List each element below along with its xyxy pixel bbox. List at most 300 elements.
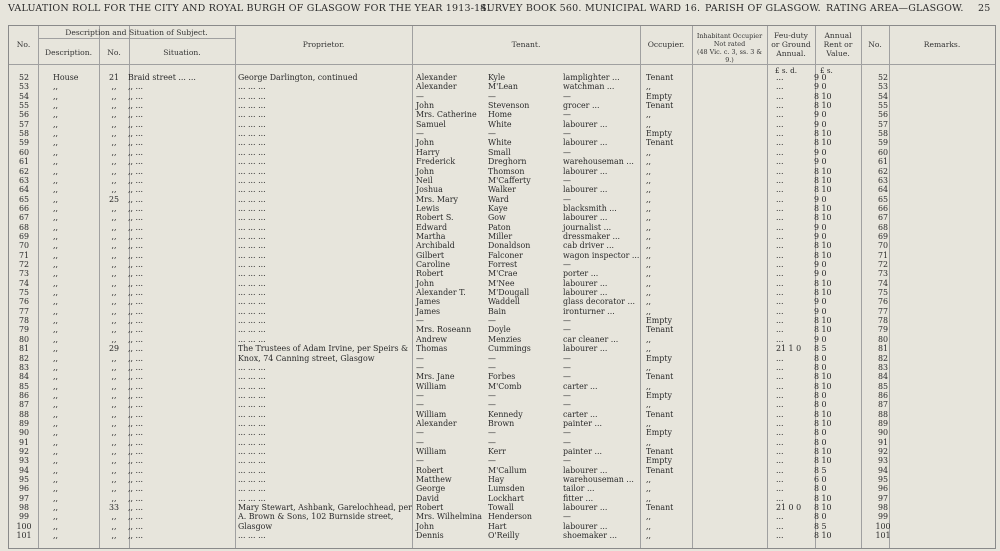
situation: ,, ... bbox=[128, 456, 144, 466]
feu-duty: ... bbox=[776, 250, 784, 260]
tenant-surname: Thomson bbox=[488, 166, 525, 176]
proprietor: ... ... ... bbox=[238, 362, 266, 372]
tenant-forename: Samuel bbox=[416, 119, 446, 129]
proprietor: ... ... ... bbox=[238, 390, 266, 400]
table-row bbox=[0, 531, 1000, 542]
situation: ,, ... bbox=[128, 334, 144, 344]
row-no-right: 98 bbox=[877, 503, 889, 513]
annual-rent: 9 0 bbox=[814, 231, 827, 241]
row-no-right: 94 bbox=[877, 465, 889, 475]
roll-title: VALUATION ROLL FOR THE CITY AND ROYAL BURGH OF GLASGOW FOR THE YEAR 1913-14. bbox=[8, 3, 490, 14]
col-occupier-header: Occupier. bbox=[647, 40, 685, 49]
tenant-surname: M'Callum bbox=[488, 465, 527, 475]
row-no: 52 bbox=[18, 73, 30, 82]
feu-duty: ... bbox=[776, 101, 784, 111]
street-number: 33 bbox=[108, 503, 120, 513]
proprietor: The Trustees of Adam Irvine, per Speirs & bbox=[238, 344, 409, 354]
situation: ,, ... bbox=[128, 82, 144, 92]
annual-rent: 8 10 bbox=[814, 185, 832, 195]
row-no-right: 88 bbox=[877, 409, 889, 419]
street-number: ,, bbox=[111, 484, 117, 494]
annual-rent: 8 10 bbox=[814, 316, 832, 326]
rent-lsd-units: £ s. bbox=[820, 66, 833, 75]
feu-lsd-units: £ s. d. bbox=[775, 66, 798, 75]
occupier: Empty bbox=[646, 428, 672, 438]
row-no-right: 74 bbox=[877, 278, 889, 288]
description: House bbox=[53, 73, 79, 82]
col-no-header: No. bbox=[16, 40, 31, 49]
feu-duty: ... bbox=[776, 213, 784, 223]
tenant-forename: James bbox=[416, 297, 441, 307]
col-tenant-header: Tenant. bbox=[511, 40, 541, 49]
occupation: — bbox=[563, 512, 571, 522]
occupation: — bbox=[563, 91, 571, 101]
proprietor: ... ... ... bbox=[238, 306, 266, 316]
proprietor: ... ... ... bbox=[238, 185, 266, 195]
occupier: ,, bbox=[646, 222, 652, 232]
occupier: ,, bbox=[646, 250, 652, 260]
col-feu-duty-header: Feu-duty or Ground Annual. bbox=[771, 31, 811, 58]
situation: ,, ... bbox=[128, 353, 144, 363]
row-no-right: 89 bbox=[877, 418, 889, 428]
occupier: ,, bbox=[646, 175, 652, 185]
occupier: Empty bbox=[646, 390, 672, 400]
feu-duty: ... bbox=[776, 316, 784, 326]
occupation: painter ... bbox=[563, 418, 603, 428]
col-no2-header: No. bbox=[868, 40, 882, 49]
feu-duty: ... bbox=[776, 129, 784, 139]
street-number: ,, bbox=[111, 465, 117, 475]
occupier: ,, bbox=[646, 203, 652, 213]
occupier: ,, bbox=[646, 297, 652, 307]
row-no-right: 99 bbox=[877, 512, 889, 522]
feu-duty: ... bbox=[776, 390, 784, 400]
proprietor: ... ... ... bbox=[238, 119, 266, 129]
tenant-forename: William bbox=[416, 409, 447, 419]
street-number: ,, bbox=[111, 157, 117, 167]
tenant-surname: Donaldson bbox=[488, 241, 531, 251]
row-no: 93 bbox=[18, 456, 30, 466]
occupier: Tenant bbox=[646, 372, 674, 382]
col-inhabitant-header: Inhabitant Occupier Not rated (48 Vic. c. 3, ss. 3 & 9.) bbox=[696, 32, 763, 64]
occupier: ,, bbox=[646, 231, 652, 241]
row-no: 60 bbox=[18, 147, 30, 157]
annual-rent: 8 10 bbox=[814, 381, 832, 391]
description: ,, bbox=[53, 325, 59, 335]
proprietor: ... ... ... bbox=[238, 110, 266, 120]
proprietor: ... ... ... bbox=[238, 493, 266, 503]
proprietor: Glasgow bbox=[238, 521, 273, 531]
tenant-forename: — bbox=[416, 428, 424, 438]
description: ,, bbox=[53, 147, 59, 157]
situation: ,, ... bbox=[128, 381, 144, 391]
feu-duty: ... bbox=[776, 222, 784, 232]
parish: PARISH OF GLASGOW. bbox=[705, 3, 821, 14]
occupation: dressmaker ... bbox=[563, 231, 621, 241]
occupier: ,, bbox=[646, 166, 652, 176]
proprietor: ... ... ... bbox=[238, 129, 266, 139]
row-no: 87 bbox=[18, 400, 30, 410]
tenant-forename: Alexander bbox=[416, 73, 457, 82]
tenant-surname: Home bbox=[488, 110, 512, 120]
description: ,, bbox=[53, 157, 59, 167]
feu-duty: ... bbox=[776, 119, 784, 129]
occupation: shoemaker ... bbox=[563, 531, 617, 541]
street-number: ,, bbox=[111, 203, 117, 213]
occupation: carter ... bbox=[563, 409, 598, 419]
proprietor: ... ... ... bbox=[238, 409, 266, 419]
col-remarks-header: Remarks. bbox=[923, 40, 961, 49]
row-no: 65 bbox=[18, 194, 30, 204]
feu-duty: ... bbox=[776, 381, 784, 391]
occupation: — bbox=[563, 456, 571, 466]
occupier: Tenant bbox=[646, 409, 674, 419]
street-number: 21 bbox=[108, 73, 120, 82]
proprietor: ... ... ... bbox=[238, 194, 266, 204]
annual-rent: 8 10 bbox=[814, 250, 832, 260]
annual-rent: 8 10 bbox=[814, 278, 832, 288]
feu-duty: ... bbox=[776, 512, 784, 522]
description: ,, bbox=[53, 288, 59, 298]
occupier: Empty bbox=[646, 129, 672, 139]
proprietor: ... ... ... bbox=[238, 231, 266, 241]
tenant-forename: Alexander T. bbox=[416, 288, 466, 298]
tenant-forename: Neil bbox=[416, 175, 433, 185]
feu-duty: ... bbox=[776, 278, 784, 288]
annual-rent: 8 10 bbox=[814, 166, 832, 176]
situation: ,, ... bbox=[128, 484, 144, 494]
annual-rent: 8 5 bbox=[814, 344, 827, 354]
row-no-right: 92 bbox=[877, 447, 889, 456]
row-no-right: 53 bbox=[877, 82, 889, 92]
tenant-surname: Hart bbox=[488, 521, 507, 531]
street-number: ,, bbox=[111, 381, 117, 391]
row-no: 97 bbox=[18, 493, 30, 503]
feu-duty: ... bbox=[776, 185, 784, 195]
feu-duty: ... bbox=[776, 269, 784, 279]
row-no: 94 bbox=[18, 465, 30, 475]
description: ,, bbox=[53, 428, 59, 438]
street-number: ,, bbox=[111, 119, 117, 129]
tenant-forename: Thomas bbox=[416, 344, 448, 354]
occupation: porter ... bbox=[563, 269, 599, 279]
feu-duty: ... bbox=[776, 138, 784, 148]
tenant-forename: Robert bbox=[416, 465, 444, 475]
annual-rent: 8 10 bbox=[814, 138, 832, 148]
row-no: 91 bbox=[18, 437, 30, 447]
street-number: ,, bbox=[111, 531, 117, 541]
street-number: ,, bbox=[111, 334, 117, 344]
situation: ,, ... bbox=[128, 91, 144, 101]
street-number: ,, bbox=[111, 250, 117, 260]
occupation: labourer ... bbox=[563, 278, 608, 288]
tenant-surname: White bbox=[488, 119, 512, 129]
tenant-surname: — bbox=[488, 437, 496, 447]
proprietor: ... ... ... bbox=[238, 260, 266, 269]
row-no-right: 75 bbox=[877, 288, 889, 298]
street-number: ,, bbox=[111, 138, 117, 148]
tenant-surname: Towall bbox=[488, 503, 514, 513]
situation: ,, ... bbox=[128, 288, 144, 298]
description: ,, bbox=[53, 185, 59, 195]
feu-duty: ... bbox=[776, 166, 784, 176]
occupation: cab driver ... bbox=[563, 241, 614, 251]
occupier: ,, bbox=[646, 194, 652, 204]
tenant-surname: M'Cafferty bbox=[488, 175, 531, 185]
annual-rent: 9 0 bbox=[814, 297, 827, 307]
col-description-header: Description. bbox=[44, 48, 92, 57]
row-no: 90 bbox=[18, 428, 30, 438]
tenant-forename: — bbox=[416, 362, 424, 372]
tenant-forename: — bbox=[416, 91, 424, 101]
proprietor: ... ... ... bbox=[238, 213, 266, 223]
description: ,, bbox=[53, 512, 59, 522]
feu-duty: ... bbox=[776, 231, 784, 241]
tenant-forename: Mrs. Mary bbox=[416, 194, 458, 204]
occupation: — bbox=[563, 400, 571, 410]
street-number: ,, bbox=[111, 222, 117, 232]
street-number: ,, bbox=[111, 353, 117, 363]
annual-rent: 9 0 bbox=[814, 269, 827, 279]
feu-duty: ... bbox=[776, 260, 784, 269]
street-number: ,, bbox=[111, 101, 117, 111]
annual-rent: 8 0 bbox=[814, 390, 827, 400]
situation: ,, ... bbox=[128, 447, 144, 456]
feu-duty: ... bbox=[776, 447, 784, 456]
situation: ,, ... bbox=[128, 437, 144, 447]
description: ,, bbox=[53, 91, 59, 101]
tenant-surname: Brown bbox=[488, 418, 515, 428]
annual-rent: 8 5 bbox=[814, 521, 827, 531]
annual-rent: 8 10 bbox=[814, 325, 832, 335]
feu-duty: ... bbox=[776, 82, 784, 92]
description: ,, bbox=[53, 260, 59, 269]
description: ,, bbox=[53, 353, 59, 363]
description: ,, bbox=[53, 222, 59, 232]
feu-duty: ... bbox=[776, 521, 784, 531]
row-no: 72 bbox=[18, 260, 30, 269]
street-number: ,, bbox=[111, 129, 117, 139]
row-no-right: 70 bbox=[877, 241, 889, 251]
occupation: — bbox=[563, 372, 571, 382]
row-no-right: 76 bbox=[877, 297, 889, 307]
occupier: ,, bbox=[646, 521, 652, 531]
situation: ,, ... bbox=[128, 503, 144, 513]
annual-rent: 8 0 bbox=[814, 437, 827, 447]
description: ,, bbox=[53, 362, 59, 372]
occupation: labourer ... bbox=[563, 344, 608, 354]
annual-rent: 8 10 bbox=[814, 409, 832, 419]
feu-duty: ... bbox=[776, 428, 784, 438]
street-number: ,, bbox=[111, 475, 117, 485]
feu-duty: ... bbox=[776, 306, 784, 316]
feu-duty: ... bbox=[776, 73, 784, 82]
row-no-right: 65 bbox=[877, 194, 889, 204]
occupation: warehouseman ... bbox=[563, 157, 634, 167]
proprietor: ... ... ... bbox=[238, 316, 266, 326]
situation: ,, ... bbox=[128, 521, 144, 531]
proprietor: ... ... ... bbox=[238, 447, 266, 456]
description: ,, bbox=[53, 475, 59, 485]
occupation: — bbox=[563, 325, 571, 335]
tenant-surname: Menzies bbox=[488, 334, 522, 344]
row-no-right: 69 bbox=[877, 231, 889, 241]
description: ,, bbox=[53, 129, 59, 139]
description: ,, bbox=[53, 175, 59, 185]
row-no-right: 60 bbox=[877, 147, 889, 157]
tenant-surname: Forbes bbox=[488, 372, 516, 382]
situation: ,, ... bbox=[128, 428, 144, 438]
situation: ,, ... bbox=[128, 260, 144, 269]
feu-duty: ... bbox=[776, 531, 784, 541]
tenant-surname: — bbox=[488, 390, 496, 400]
occupier: Tenant bbox=[646, 101, 674, 111]
feu-duty: ... bbox=[776, 484, 784, 494]
row-no: 84 bbox=[18, 372, 30, 382]
row-no-right: 63 bbox=[877, 175, 889, 185]
description: ,, bbox=[53, 456, 59, 466]
rating-area: RATING AREA—GLASGOW. bbox=[826, 3, 964, 14]
street-number: ,, bbox=[111, 447, 117, 456]
feu-duty: ... bbox=[776, 241, 784, 251]
occupier: ,, bbox=[646, 119, 652, 129]
annual-rent: 8 10 bbox=[814, 241, 832, 251]
tenant-surname: M'Dougall bbox=[488, 288, 530, 298]
occupier: Empty bbox=[646, 91, 672, 101]
tenant-surname: — bbox=[488, 91, 496, 101]
situation: ,, ... bbox=[128, 138, 144, 148]
feu-duty: ... bbox=[776, 325, 784, 335]
description: ,, bbox=[53, 372, 59, 382]
proprietor: ... ... ... bbox=[238, 166, 266, 176]
row-no-right: 90 bbox=[877, 428, 889, 438]
proprietor: ... ... ... bbox=[238, 372, 266, 382]
proprietor: ... ... ... bbox=[238, 437, 266, 447]
row-no-right: 79 bbox=[877, 325, 889, 335]
description: ,, bbox=[53, 400, 59, 410]
feu-duty: ... bbox=[776, 203, 784, 213]
situation: ,, ... bbox=[128, 166, 144, 176]
row-no-right: 95 bbox=[877, 475, 889, 485]
feu-duty: ... bbox=[776, 175, 784, 185]
tenant-forename: Mrs. Catherine bbox=[416, 110, 477, 120]
tenant-forename: — bbox=[416, 353, 424, 363]
row-no: 59 bbox=[18, 138, 30, 148]
row-no: 55 bbox=[18, 101, 30, 111]
description: ,, bbox=[53, 194, 59, 204]
description: ,, bbox=[53, 484, 59, 494]
situation: ,, ... bbox=[128, 493, 144, 503]
tenant-surname: — bbox=[488, 129, 496, 139]
row-no-right: 57 bbox=[877, 119, 889, 129]
tenant-forename: John bbox=[416, 101, 435, 111]
street-number: ,, bbox=[111, 493, 117, 503]
situation: ,, ... bbox=[128, 390, 144, 400]
tenant-surname: — bbox=[488, 428, 496, 438]
row-no: 83 bbox=[18, 362, 30, 372]
description: ,, bbox=[53, 250, 59, 260]
occupier: ,, bbox=[646, 82, 652, 92]
col-situation-header: Situation. bbox=[163, 48, 201, 57]
street-number: ,, bbox=[111, 325, 117, 335]
occupier: Tenant bbox=[646, 503, 674, 513]
tenant-forename: Caroline bbox=[416, 260, 451, 269]
description: ,, bbox=[53, 409, 59, 419]
description: ,, bbox=[53, 119, 59, 129]
occupation: warehouseman ... bbox=[563, 475, 634, 485]
tenant-forename: Dennis bbox=[416, 531, 444, 541]
street-number: ,, bbox=[111, 231, 117, 241]
proprietor: ... ... ... bbox=[238, 91, 266, 101]
proprietor: ... ... ... bbox=[238, 288, 266, 298]
occupier: ,, bbox=[646, 475, 652, 485]
row-no: 62 bbox=[18, 166, 30, 176]
feu-duty: ... bbox=[776, 362, 784, 372]
description: ,, bbox=[53, 166, 59, 176]
tenant-surname: Walker bbox=[488, 185, 516, 195]
proprietor: ... ... ... bbox=[238, 325, 266, 335]
occupation: labourer ... bbox=[563, 138, 608, 148]
proprietor: ... ... ... bbox=[238, 175, 266, 185]
occupation: — bbox=[563, 437, 571, 447]
row-no: 86 bbox=[18, 390, 30, 400]
tenant-forename: Edward bbox=[416, 222, 448, 232]
occupation: lamplighter ... bbox=[563, 73, 620, 82]
situation: ,, ... bbox=[128, 372, 144, 382]
street-number: ,, bbox=[111, 456, 117, 466]
tenant-surname: Kaye bbox=[488, 203, 508, 213]
row-no-right: 59 bbox=[877, 138, 889, 148]
row-no-right: 61 bbox=[877, 157, 889, 167]
tenant-surname: Doyle bbox=[488, 325, 511, 335]
annual-rent: 8 10 bbox=[814, 91, 832, 101]
annual-rent: 8 10 bbox=[814, 503, 832, 513]
occupier: Tenant bbox=[646, 138, 674, 148]
tenant-surname: Cummings bbox=[488, 344, 531, 354]
proprietor: ... ... ... bbox=[238, 138, 266, 148]
row-no: 53 bbox=[18, 82, 30, 92]
occupier: ,, bbox=[646, 512, 652, 522]
tenant-surname: Forrest bbox=[488, 260, 518, 269]
tenant-forename: Joshua bbox=[416, 185, 443, 195]
situation: ,, ... bbox=[128, 213, 144, 223]
row-no-right: 66 bbox=[877, 203, 889, 213]
tenant-forename: Mrs. Roseann bbox=[416, 325, 472, 335]
occupier: ,, bbox=[646, 334, 652, 344]
occupier: Empty bbox=[646, 456, 672, 466]
row-no-right: 100 bbox=[875, 521, 891, 531]
street-number: ,, bbox=[111, 91, 117, 101]
feu-duty: ... bbox=[776, 372, 784, 382]
col-number-header: No. bbox=[107, 48, 121, 57]
tenant-forename: — bbox=[416, 390, 424, 400]
street-number: ,, bbox=[111, 185, 117, 195]
street-number: ,, bbox=[111, 390, 117, 400]
tenant-forename: Robert S. bbox=[416, 213, 454, 223]
occupation: labourer ... bbox=[563, 166, 608, 176]
col-rent-header: Annual Rent or Value. bbox=[823, 31, 853, 58]
feu-duty: ... bbox=[776, 288, 784, 298]
proprietor: Mary Stewart, Ashbank, Garelochhead, per bbox=[238, 503, 412, 513]
tenant-surname: — bbox=[488, 400, 496, 410]
description: ,, bbox=[53, 531, 59, 541]
tenant-forename: Robert bbox=[416, 269, 444, 279]
row-no-right: 97 bbox=[877, 493, 889, 503]
annual-rent: 8 0 bbox=[814, 512, 827, 522]
description: ,, bbox=[53, 381, 59, 391]
situation: ,, ... bbox=[128, 278, 144, 288]
street-number: ,, bbox=[111, 147, 117, 157]
